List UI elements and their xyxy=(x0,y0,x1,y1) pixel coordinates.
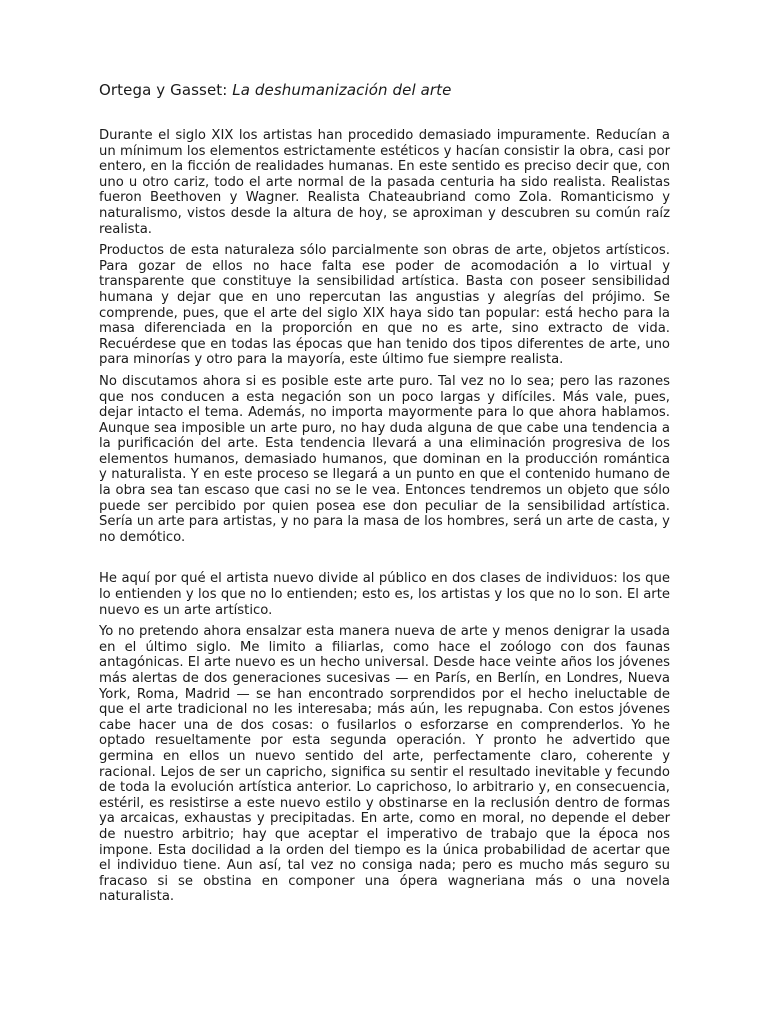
title-author: Ortega y Gasset: xyxy=(99,81,233,99)
paragraph-4: He aquí por qué el artista nuevo divide al público en dos clases de individuos: los que lo entienden y los que no lo entienden; esto es, los artistas y los que no lo son. El arte nuevo es un arte artístico. xyxy=(99,571,670,618)
document-title xyxy=(99,79,670,101)
title-work: La deshumanización del arte xyxy=(232,81,452,99)
paragraph-3: No discutamos ahora si es posible este arte puro. Tal vez no lo sea; pero las razones que nos conducen a esta negación son un poco largas y difíciles. Más vale, pues, dejar intacto el tema. Además, no importa mayormente para lo que ahora hablamos. Aunque sea imposible un arte puro, no hay duda alguna de que cabe una tendencia a la purificación del arte. Esta tendencia llevará a una eliminación progresiva de los elementos humanos, demasiado humanos, que dominan en la producción romántica y naturalista. Y en este proceso se llegará a un punto en que el contenido humano de la obra sea tan escaso que casi no se le vea. Entonces tendremos un objeto que sólo puede ser percibido por quien posea ese don peculiar de la sensibilidad artística. Sería un arte para artistas, y no para la masa de los hombres, será un arte de casta, y no demótico. xyxy=(99,373,670,545)
paragraph-1: Durante el siglo XIX los artistas han procedido demasiado impuramente. Reducían a un mínimum los elementos estrictamente estéticos y hacían consistir la obra, casi por entero, en la ficción de realidades humanas. En este sentido es preciso decir que, con uno u otro cariz, todo el arte normal de la pasada centuria ha sido realista. Realistas fueron Beethoven y Wagner. Realista Chateaubriand como Zola. Romanticismo y naturalismo, vistos desde la altura de hoy, se aproximan y descubren su común raíz realista. xyxy=(99,128,670,237)
document-page xyxy=(99,79,670,911)
paragraph-5: Yo no pretendo ahora ensalzar esta manera nueva de arte y menos denigrar la usada en el último siglo. Me limito a filiarlas, como hace el zoólogo con dos faunas antagónicas. El arte nuevo es un hecho universal. Desde hace veinte años los jóvenes más alertas de dos generaciones sucesivas — en París, en Berlín, en Londres, Nueva York, Roma, Madrid — se han encontrado sorprendidos por el hecho ineluctable de que el arte tradicional no les interesaba; más aún, les repugnaba. Con estos jóvenes cabe hacer una de dos cosas: o fusilarlos o esforzarse en comprenderlos. Yo he optado resueltamente por esta segunda operación. Y pronto he advertido que germina en ellos un nuevo sentido del arte, perfectamente claro, coherente y racional. Lejos de ser un capricho, significa su sentir el resultado inevitable y fecundo de toda la evolución artística anterior. Lo caprichoso, lo arbitrario y, en consecuencia, estéril, es resistirse a este nuevo estilo y obstinarse en la reclusión dentro de formas ya arcaicas, exhaustas y precipitadas. En arte, como en moral, no depende el deber de nuestro arbitrio; hay que aceptar el imperativo de trabajo que la época nos impone. Esta docilidad a la orden del tiempo es la única probabilidad de acertar que el individuo tiene. Aun así, tal vez no consiga nada; pero es mucho más seguro su fracaso si se obstina en componer una ópera wagneriana más o una novela naturalista. xyxy=(99,624,670,905)
paragraph-2: Productos de esta naturaleza sólo parcialmente son obras de arte, objetos artísticos. Para gozar de ellos no hace falta ese poder de acomodación a lo virtual y transparente que constituye la sensibilidad artística. Basta con poseer sensibilidad humana y dejar que en uno repercutan las angustias y alegrías del prójimo. Se comprende, pues, que el arte del siglo XIX haya sido tan popular: está hecho para la masa diferenciada en la proporción en que no es arte, sino extracto de vida. Recuérdese que en todas las épocas que han tenido dos tipos diferentes de arte, uno para minorías y otro para la mayoría, este último fue siempre realista. xyxy=(99,243,670,368)
